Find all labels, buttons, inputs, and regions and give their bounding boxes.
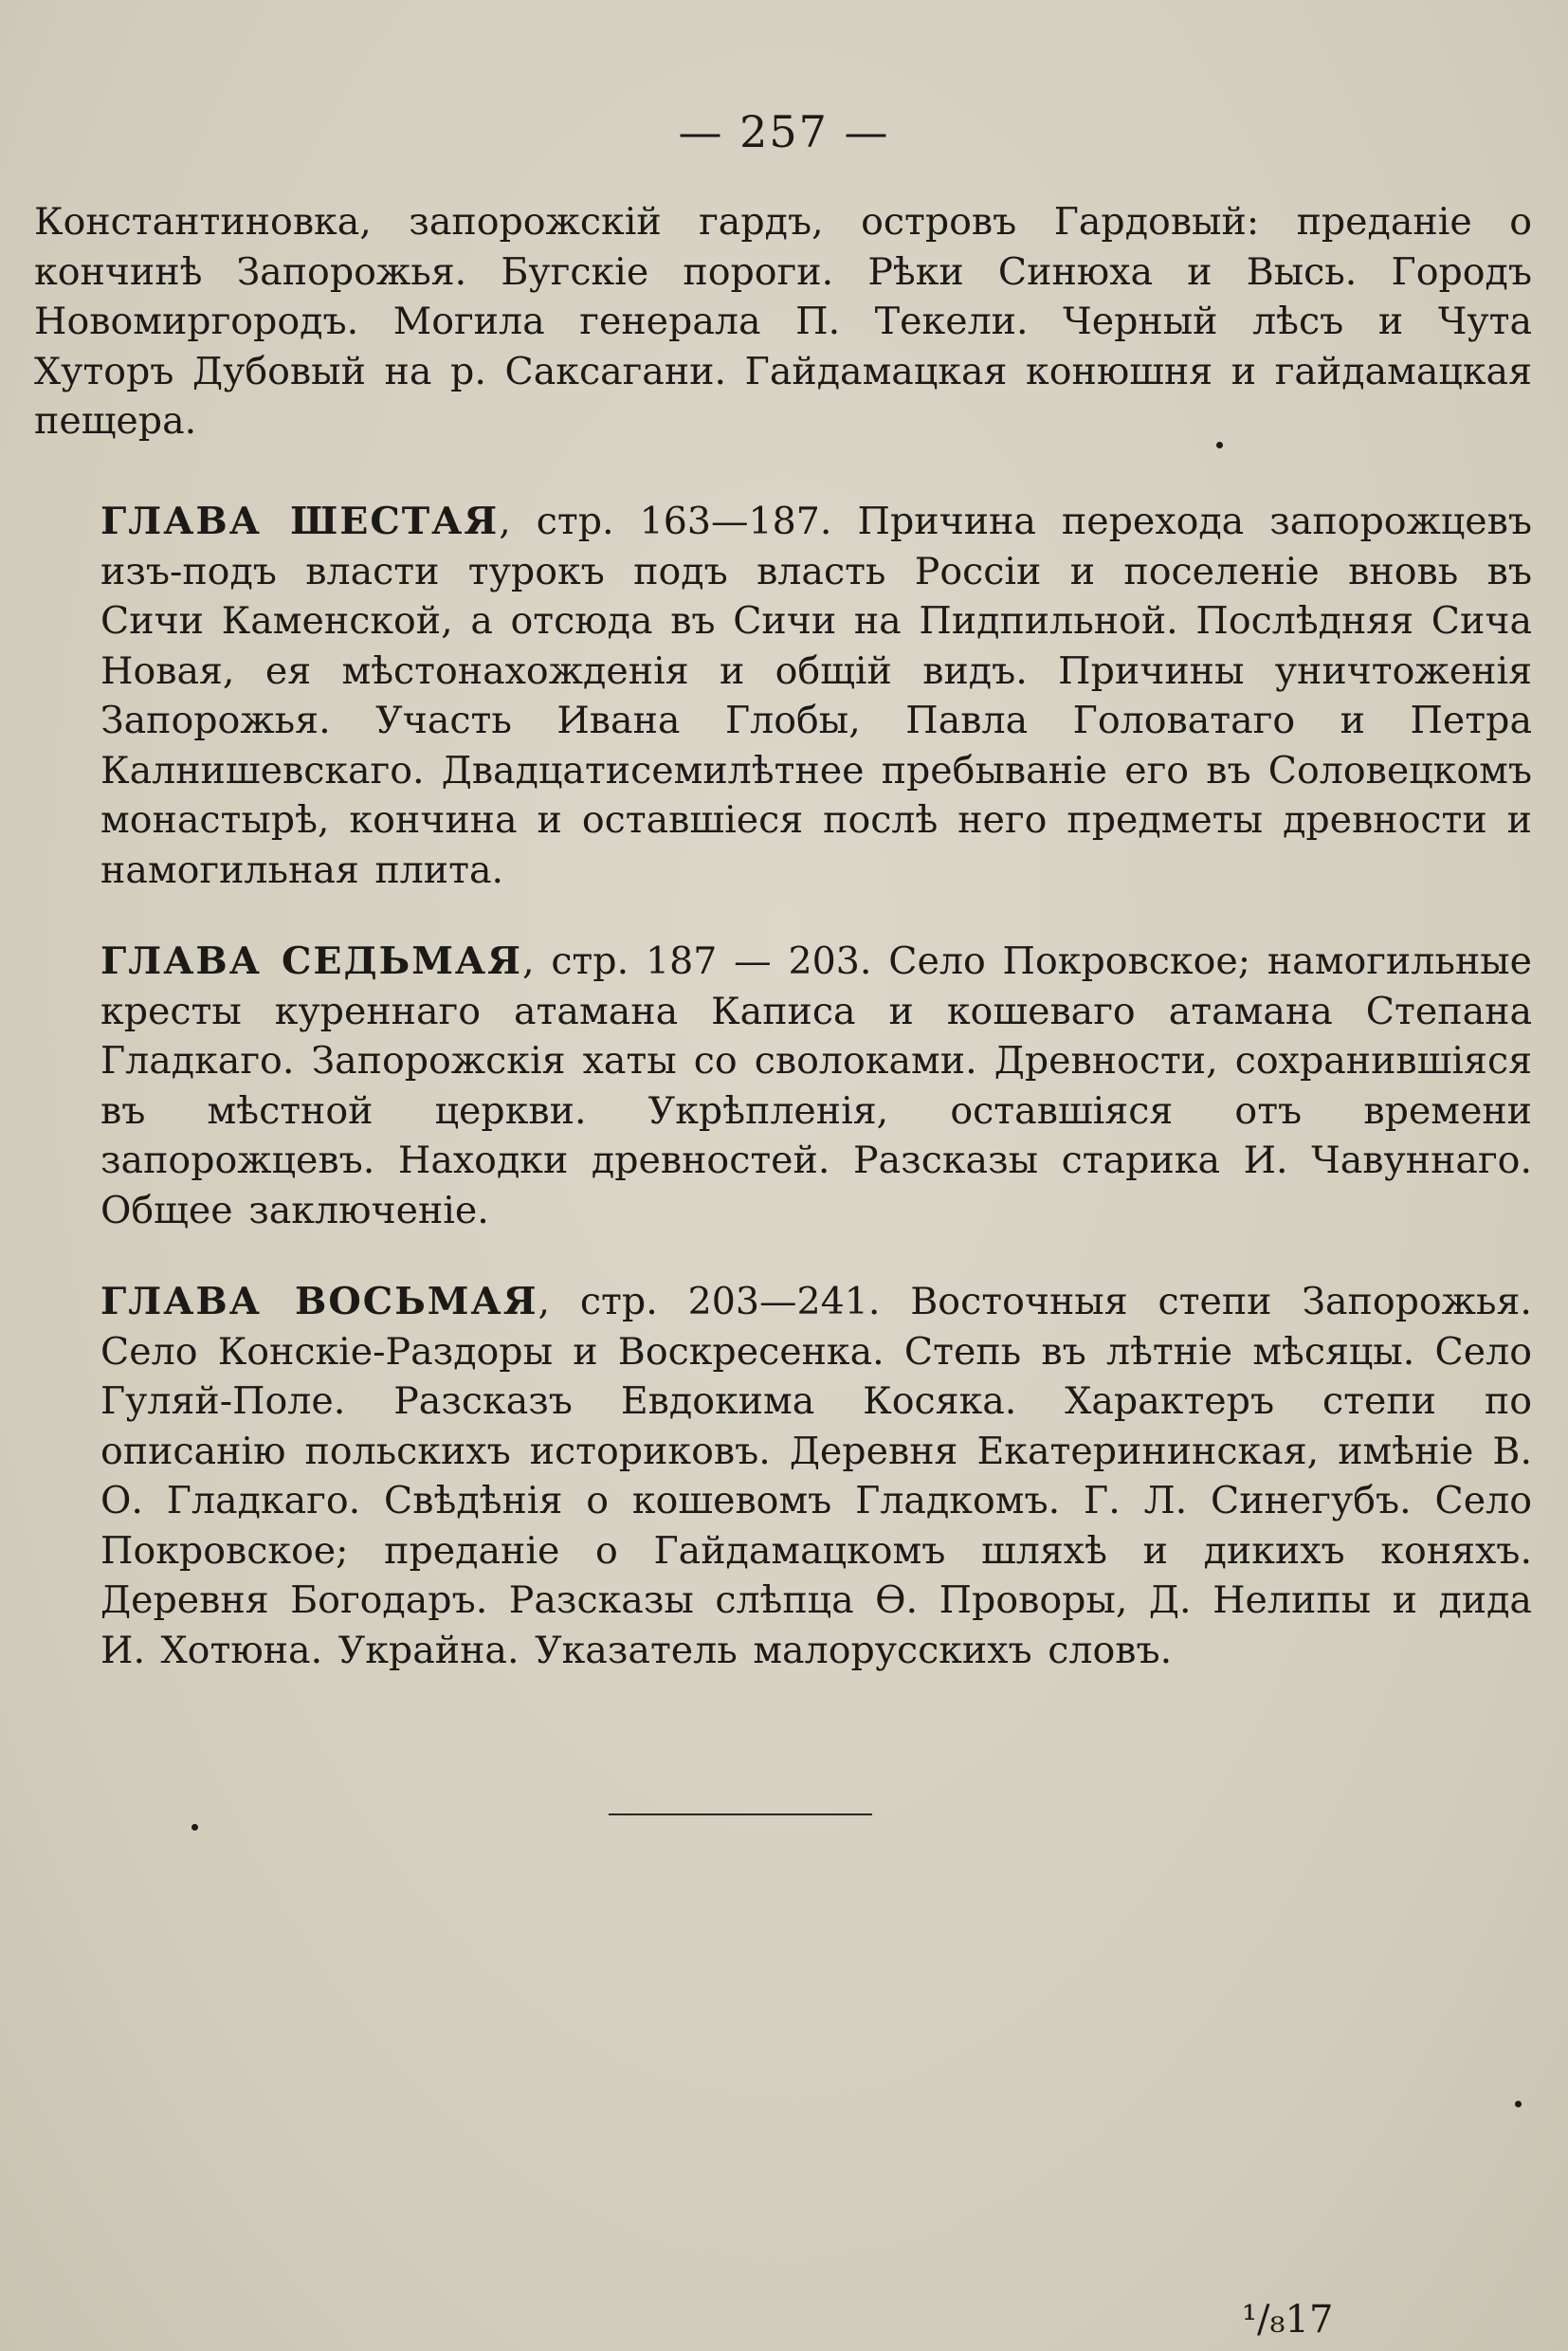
chapter-six-text: , стр. 163—187. Причина перехода запорожцевъ изъ-подъ власти турокъ подъ власть Россіи и поселеніе вновь въ Сичи Каменской, а отсюда въ Сичи на Пидпильной. Послѣдняя Сича Новая, ея мѣстонахожденія и общій видъ. Причины уничтоженія Запорожья. Участь Ивана Глобы, Павла Головатаго и Петра Калнишевскаго. Двадцатисемилѣтнее пребываніе его въ Соловецкомъ монастырѣ, кончина и оставшіеся послѣ него предметы древности и намогильная плита. xyxy=(100,500,1533,892)
intro-paragraph: Константиновка, запорожскій гардъ, островъ Гардовый: преданіе о кончинѣ Запорожья. Бугскіе пороги. Рѣки Синюха и Высь. Городъ Новомиргородъ. Могила генерала П. Текели. Черный лѣсъ и Чута Хуторъ Дубовый на р. Саксагани. Гайдамацкая конюшня и гайдамацкая пещера. xyxy=(34,200,1532,443)
ink-speck xyxy=(1216,442,1223,448)
ink-speck xyxy=(191,1824,198,1831)
chapter-seven-paragraph xyxy=(34,937,1532,1235)
ink-speck xyxy=(1515,2101,1522,2107)
chapter-eight-paragraph xyxy=(34,1277,1532,1675)
chapter-seven-text: , стр. 187 — 203. Село Покровское; намогильные кресты куреннаго атамана Каписа и кошеваго атамана Степана Гладкаго. Запорожскія хаты со сволоками. Древности, сохранившіяся въ мѣстной церкви. Укрѣпленія, оставшіяся отъ времени запорожцевъ. Находки древностей. Разсказы старика И. Чавуннаго. Общее заключеніе. xyxy=(100,939,1532,1232)
chapter-six-heading: ГЛАВА ШЕСТАЯ xyxy=(100,500,500,543)
printer-signature-mark: ¹/₈17 xyxy=(1242,2298,1334,2342)
chapter-eight-text: , стр. 203—241. Восточныя степи Запорожья. Село Конскіе-Раздоры и Воскресенка. Степь въ лѣтніе мѣсяцы. Село Гуляй-Поле. Разсказъ Евдокима Косяка. Характеръ степи по описанію польскихъ историковъ. Деревня Екатерининская, имѣніе В. О. Гладкаго. Свѣдѣнія о кошевомъ Гладкомъ. Г. Л. Синегубъ. Село Покровское; преданіе о Гайдамацкомъ шляхѣ и дикихъ коняхъ. Деревня Богодаръ. Разсказы слѣпца Ѳ. Проворы, Д. Нелипы и дида И. Хотюна. Украйна. Указатель малорусскихъ словъ. xyxy=(100,1280,1532,1672)
end-divider-rule xyxy=(609,1813,872,1815)
chapter-six-paragraph xyxy=(34,497,1532,895)
page-number: — 257 — xyxy=(678,106,890,157)
chapter-seven-heading: ГЛАВА СЕДЬМАЯ xyxy=(100,939,522,983)
chapter-eight-heading: ГЛАВА ВОСЬМАЯ xyxy=(100,1280,538,1323)
